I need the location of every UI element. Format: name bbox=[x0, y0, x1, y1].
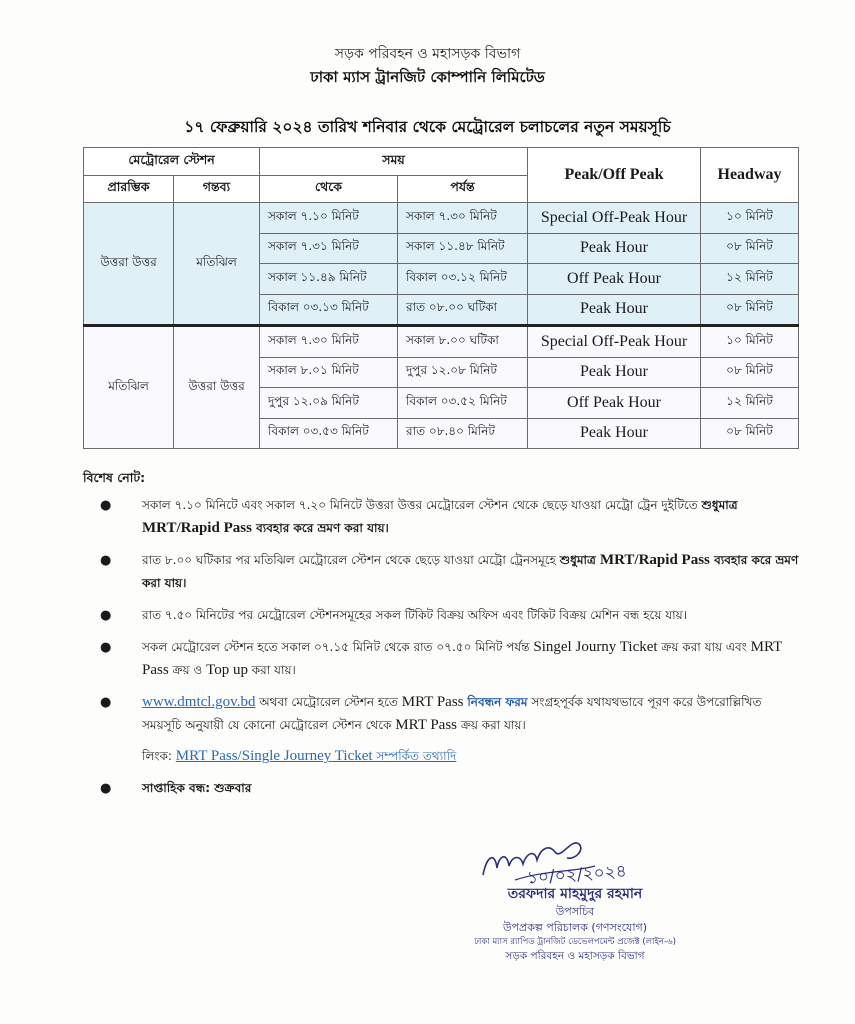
peak-cell: Special Off-Peak Hour bbox=[528, 203, 701, 234]
peak-cell: Special Off-Peak Hour bbox=[528, 326, 701, 358]
origin-cell: মতিঝিল bbox=[84, 326, 174, 449]
schedule-title: ১৭ ফেব্রুয়ারি ২০২৪ তারিখ শনিবার থেকে মেট্রোরেল চলাচলের নতুন সময়সূচি bbox=[184, 118, 671, 136]
headway-cell: ০৮ মিনিট bbox=[701, 294, 799, 326]
from-cell: বিকাল ০৩.৫৩ মিনিট bbox=[260, 418, 398, 449]
bullet-icon: ● bbox=[100, 695, 112, 710]
registration-form-link[interactable]: নিবন্ধন ফরম bbox=[467, 695, 528, 709]
peak-cell: Peak Hour bbox=[528, 418, 701, 449]
headway-cell: ০৮ মিনিট bbox=[701, 357, 799, 388]
note-text: অথবা মেট্রোরেল স্টেশন হতে bbox=[255, 695, 402, 709]
destination-cell: উত্তরা উত্তর bbox=[174, 326, 260, 449]
note-en-text: Top up bbox=[206, 662, 248, 678]
headway-cell: ১০ মিনিট bbox=[701, 203, 799, 234]
signatory-designation: উপসচিব bbox=[555, 905, 595, 918]
headway-cell: ১০ মিনিট bbox=[701, 326, 799, 358]
note-en-text: MRT Pass bbox=[142, 639, 783, 678]
signatory-role: উপপ্রকল্প পরিচালক (গণসংযোগ) bbox=[502, 921, 648, 934]
destination-header: গন্তব্য bbox=[174, 176, 260, 203]
ministry-heading: সড়ক পরিবহন ও মহাসড়ক বিভাগ bbox=[334, 46, 521, 62]
notes-heading: বিশেষ নোট: bbox=[83, 470, 146, 485]
headway-header: Headway bbox=[701, 148, 799, 203]
bullet-icon: ● bbox=[100, 608, 112, 623]
time-group-header: সময় bbox=[260, 148, 528, 176]
note-en-text: Singel Journy Ticket bbox=[533, 639, 658, 655]
from-cell: সকাল ৭.৩০ মিনিট bbox=[260, 326, 398, 358]
note-bold-en: MRT/Rapid Pass bbox=[599, 552, 710, 568]
note-en-text: MRT Pass bbox=[395, 717, 458, 733]
table-row bbox=[84, 203, 799, 234]
peak-cell: Off Peak Hour bbox=[528, 264, 701, 295]
signatory-division: সড়ক পরিবহন ও মহাসড়ক বিভাগ bbox=[505, 950, 645, 962]
signature-date: ১০/০২/২০২৪ bbox=[526, 861, 628, 889]
peak-cell: Peak Hour bbox=[528, 357, 701, 388]
from-cell: দুপুর ১২.০৯ মিনিট bbox=[260, 388, 398, 419]
bullet-icon: ● bbox=[100, 781, 112, 796]
dmtcl-website-link[interactable]: www.dmtcl.gov.bd bbox=[142, 694, 256, 710]
headway-cell: ০৮ মিনিট bbox=[701, 233, 799, 264]
notes-list bbox=[100, 494, 800, 809]
peak-cell: Off Peak Hour bbox=[528, 388, 701, 419]
bullet-icon: ● bbox=[100, 640, 112, 655]
link-label: লিংক: bbox=[142, 749, 176, 763]
headway-cell: ১২ মিনিট bbox=[701, 388, 799, 419]
table-header-row bbox=[84, 148, 799, 176]
peak-cell: Peak Hour bbox=[528, 294, 701, 326]
bullet-icon: ● bbox=[100, 498, 112, 513]
from-cell: সকাল ৮.০১ মিনিট bbox=[260, 357, 398, 388]
note-bold-text: ব্যবহার করে ভ্রমণ করা যায়। bbox=[251, 521, 389, 535]
to-cell: সকাল ৮.০০ ঘটিকা bbox=[398, 326, 528, 358]
to-cell: দুপুর ১২.০৮ মিনিট bbox=[398, 357, 528, 388]
headway-cell: ০৮ মিনিট bbox=[701, 418, 799, 449]
note-item bbox=[100, 549, 800, 595]
bullet-icon: ● bbox=[100, 553, 112, 568]
signatory-project: ঢাকা ম্যাস র‍্যাপিড ট্রানজিট ডেভেলপমেন্ট প্রজেক্ট (লাইন-৬) bbox=[474, 937, 676, 947]
station-group-header: মেট্রোরেল স্টেশন bbox=[84, 148, 260, 176]
note-en-text: MRT Pass bbox=[401, 694, 464, 710]
note-bold-text: শুধুমাত্র bbox=[701, 498, 738, 512]
origin-cell: উত্তরা উত্তর bbox=[84, 203, 174, 326]
note-text: সংগ্রহপূর্বক যথাযথভাবে পূরণ করে উপরোল্লিখিত সময়সূচি অনুযায়ী যে কোনো মেট্রোরেল স্টেশন থেকে bbox=[142, 695, 762, 732]
note-bold-text: শুধুমাত্র bbox=[559, 553, 600, 567]
to-cell: বিকাল ০৩.৫২ মিনিট bbox=[398, 388, 528, 419]
note-text: করা যায়। bbox=[247, 663, 296, 677]
note-text: রাত ৭.৫০ মিনিটের পর মেট্রোরেল স্টেশনসমূহের সকল টিকিট বিক্রয় অফিস এবং টিকিট বিক্রয় মেশিন বন্ধ হয়ে যায়। bbox=[142, 608, 688, 622]
signatory-name: তরফদার মাহমুদুর রহমান bbox=[507, 886, 643, 902]
to-cell: রাত ০৮.৪০ মিনিট bbox=[398, 418, 528, 449]
info-link-en: MRT Pass/Single Journey Ticket bbox=[175, 748, 373, 764]
from-cell: বিকাল ০৩.১৩ মিনিট bbox=[260, 294, 398, 326]
note-item bbox=[100, 691, 800, 768]
peak-cell: Peak Hour bbox=[528, 233, 701, 264]
to-cell: সকাল ১১.৪৮ মিনিট bbox=[398, 233, 528, 264]
headway-cell: ১২ মিনিট bbox=[701, 264, 799, 295]
to-cell: সকাল ৭.৩০ মিনিট bbox=[398, 203, 528, 234]
note-text: ক্রয় করা যায়। bbox=[457, 718, 526, 732]
weekly-holiday-text: সাপ্তাহিক বন্ধ: শুক্রবার bbox=[142, 781, 252, 795]
note-item bbox=[100, 604, 800, 627]
to-cell: বিকাল ০৩.১২ মিনিট bbox=[398, 264, 528, 295]
note-item bbox=[100, 777, 800, 800]
note-item bbox=[100, 636, 800, 682]
from-cell: সকাল ৭.৩১ মিনিট bbox=[260, 233, 398, 264]
origin-header: প্রারম্ভিক bbox=[84, 176, 174, 203]
note-text: রাত ৮.০০ ঘটিকার পর মতিঝিল মেট্রোরেল স্টেশন থেকে ছেড়ে যাওয়া মেট্রো ট্রেনসমূহে bbox=[142, 553, 560, 567]
mrt-pass-info-link[interactable] bbox=[176, 749, 457, 763]
from-cell: সকাল ১১.৪৯ মিনিট bbox=[260, 264, 398, 295]
note-bold-en: MRT/Rapid Pass bbox=[142, 520, 252, 536]
info-link-bn: সম্পর্কিত তথ্যাদি bbox=[372, 749, 457, 763]
to-cell: রাত ০৮.০০ ঘটিকা bbox=[398, 294, 528, 326]
from-header: থেকে bbox=[260, 176, 398, 203]
to-header: পর্যন্ত bbox=[398, 176, 528, 203]
note-bold-text: ব্যবহার করে ভ্রমণ করা যায়। bbox=[142, 553, 799, 590]
schedule-table bbox=[83, 147, 799, 449]
note-text: সকল মেট্রোরেল স্টেশন হতে সকাল ০৭.১৫ মিনিট থেকে রাত ০৭.৫০ মিনিট পর্যন্ত bbox=[142, 640, 534, 654]
note-item bbox=[100, 494, 800, 540]
destination-cell: মতিঝিল bbox=[174, 203, 260, 326]
note-text: ক্রয় করা যায় এবং bbox=[657, 640, 751, 654]
note-text: ক্রয় ও bbox=[168, 663, 207, 677]
info-link-line bbox=[142, 745, 800, 768]
note-text: সকাল ৭.১০ মিনিটে এবং সকাল ৭.২০ মিনিটে উত্তরা উত্তর মেট্রোরেল স্টেশন থেকে ছেড়ে যাওয়া মেট্রো ট্রেন দুইটিতে bbox=[142, 498, 702, 512]
peak-header: Peak/Off Peak bbox=[528, 148, 701, 203]
from-cell: সকাল ৭.১০ মিনিট bbox=[260, 203, 398, 234]
table-row bbox=[84, 326, 799, 358]
company-heading: ঢাকা ম্যাস ট্রানজিট কোম্পানি লিমিটেড bbox=[310, 68, 545, 86]
